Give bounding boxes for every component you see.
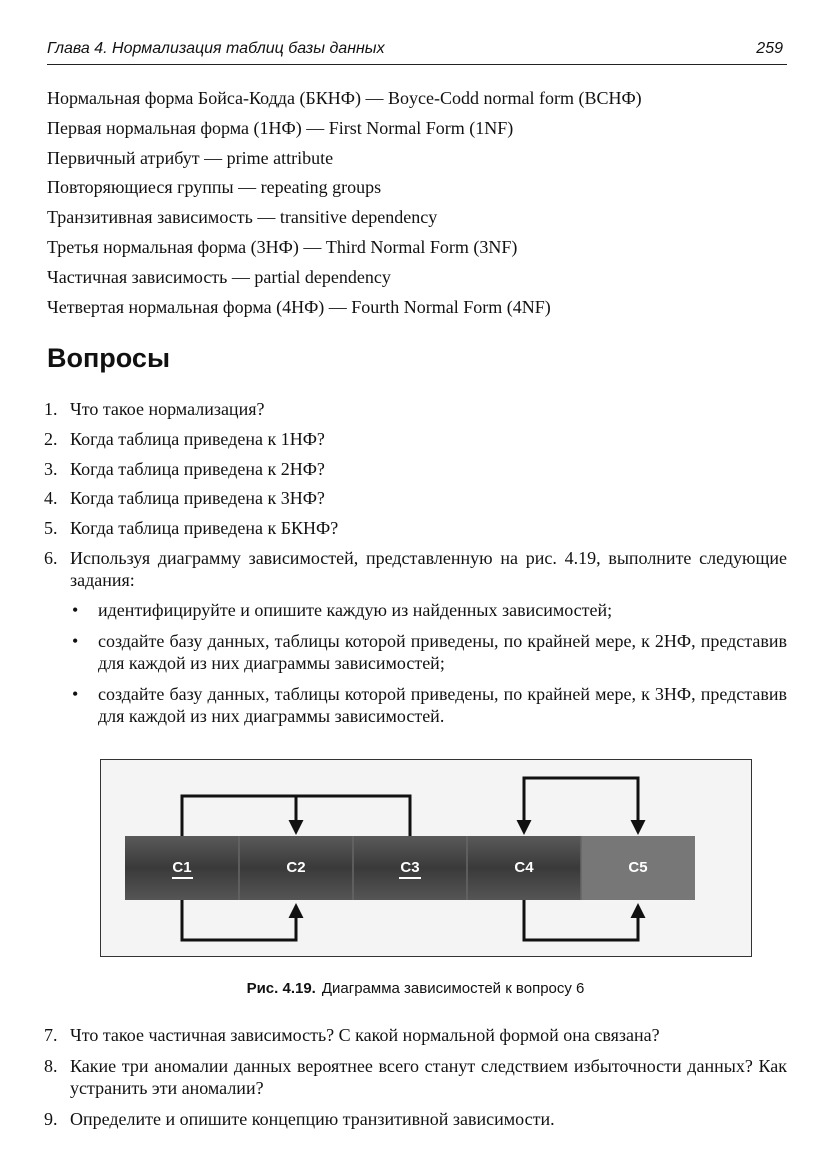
question-item — [44, 517, 787, 547]
question-number: 9. — [44, 1109, 58, 1129]
glossary-item: Частичная зависимость — partial dependency — [47, 266, 391, 287]
bullet-marker: • — [72, 683, 79, 704]
question-item — [44, 1024, 787, 1046]
column-label-c4: C4 — [514, 859, 534, 876]
task-bullet-item — [70, 683, 787, 727]
task-bullet-text: идентифицируйте и опишите каждую из найденных зависимостей; — [98, 599, 613, 620]
bullet-marker: • — [72, 599, 79, 620]
running-head — [47, 38, 787, 65]
question-item — [44, 428, 787, 458]
glossary-item: Нормальная форма Бойса-Кодда (БКНФ) — Boyce-Codd normal form (BCHФ) — [47, 88, 642, 108]
glossary-list — [47, 86, 642, 324]
figure-caption-text: Диаграмма зависимостей к вопросу 6 — [321, 980, 585, 997]
dependency-arrow-c1-to-c2 — [182, 900, 296, 940]
glossary-item: Третья нормальная форма (3НФ) — Third Normal Form (3NF) — [47, 236, 518, 257]
question-item — [44, 1108, 787, 1130]
task-bullet-item — [70, 599, 787, 621]
glossary-item: Первичный атрибут — prime attribute — [47, 147, 334, 168]
question-number: 2. — [44, 428, 58, 449]
page-number: 259 — [756, 40, 783, 57]
dependency-arrow-c4-to-c5 — [524, 900, 638, 940]
question-item — [44, 398, 787, 428]
question-text: Что такое частичная зависимость? С какой нормальной формой она связана? — [70, 1025, 660, 1045]
question-item — [44, 547, 787, 727]
figure-caption — [0, 980, 831, 997]
glossary-item: Четвертая нормальная форма (4НФ) — Fourth Normal Form (4NF) — [47, 296, 551, 317]
glossary-item: Повторяющиеся группы — repeating groups — [47, 177, 382, 198]
chapter-title: Глава 4. Нормализация таблиц базы данных — [47, 40, 385, 57]
questions-list — [44, 398, 787, 736]
question-item — [44, 458, 787, 488]
questions-list-continued — [44, 1024, 787, 1130]
question-text: Когда таблица приведена к 1НФ? — [70, 428, 325, 449]
question-number: 5. — [44, 518, 58, 539]
questions-heading: Вопросы — [47, 343, 171, 373]
question-number: 7. — [44, 1025, 58, 1045]
task-bullet-list — [70, 599, 787, 727]
bullet-marker: • — [72, 630, 79, 651]
dependency-diagram — [100, 759, 752, 957]
column-label-c2: C2 — [286, 859, 306, 876]
question-item — [44, 1055, 787, 1099]
question-text: Определите и опишите концепцию транзитивной зависимости. — [70, 1109, 555, 1129]
task-bullet-text: создайте базу данных, таблицы которой приведены, по крайней мере, к 2НФ, представив для каждой из них диаграммы зависимостей; — [98, 630, 787, 673]
question-text: Что такое нормализация? — [70, 399, 265, 419]
question-number: 3. — [44, 458, 58, 479]
dependency-diagram-svg — [101, 760, 752, 957]
glossary-item: Транзитивная зависимость — transitive dependency — [47, 207, 438, 228]
column-label-c1: C1 — [172, 859, 192, 876]
figure-label: Рис. 4.19. — [246, 980, 316, 997]
question-number: 6. — [44, 547, 58, 568]
question-text: Какие три аномалии данных вероятнее всего станут следствием избыточности данных? Как устранить эти аномалии? — [70, 1056, 787, 1098]
task-bullet-item — [70, 630, 787, 674]
question-item — [44, 487, 787, 517]
question-number: 4. — [44, 488, 58, 509]
question-text: Когда таблица приведена к 3НФ? — [70, 488, 325, 509]
question-number: 1. — [44, 399, 58, 419]
dependency-line-top-c4-c5 — [524, 778, 638, 832]
glossary-item: Первая нормальная форма (1НФ) — First Normal Form (1NF) — [47, 117, 514, 138]
column-label-c3: C3 — [400, 859, 420, 876]
task-bullet-text: создайте базу данных, таблицы которой приведены, по крайней мере, к 3НФ, представив для каждой из них диаграммы зависимостей. — [98, 683, 787, 726]
question-text: Когда таблица приведена к 2НФ? — [70, 458, 325, 479]
question-text: Когда таблица приведена к БКНФ? — [70, 518, 339, 539]
question-number: 8. — [44, 1056, 58, 1076]
column-label-c5: C5 — [628, 859, 648, 876]
question-text: Используя диаграмму зависимостей, представленную на рис. 4.19, выполните следующие задания: — [70, 547, 787, 590]
